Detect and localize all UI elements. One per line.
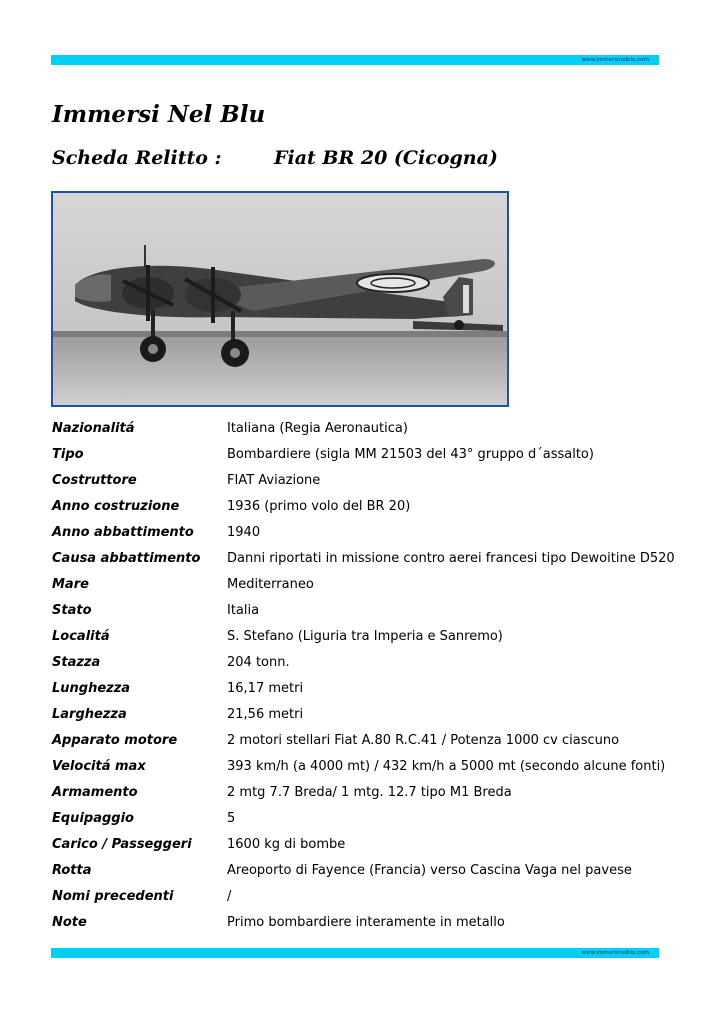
spec-row <box>52 650 672 676</box>
spec-value: 16,17 metri <box>227 681 304 696</box>
spec-label: Mare <box>52 577 89 592</box>
spec-row <box>52 780 672 806</box>
aircraft-photo <box>51 191 509 407</box>
spec-value: 21,56 metri <box>227 707 304 722</box>
spec-label: Lunghezza <box>52 681 131 696</box>
spec-row <box>52 910 672 936</box>
specs-table <box>52 416 675 936</box>
spec-value: Italiana (Regia Aeronautica) <box>227 421 408 436</box>
spec-value: 1940 <box>227 525 261 540</box>
spec-label: Anno costruzione <box>52 499 180 514</box>
spec-row <box>52 702 672 728</box>
spec-value: 2 motori stellari Fiat A.80 R.C.41 / Potenza 1000 cv ciascuno <box>227 733 620 748</box>
spec-value: 5 <box>227 811 236 826</box>
spec-value: / <box>227 889 232 904</box>
spec-label: Carico / Passeggeri <box>52 837 192 852</box>
spec-row <box>52 624 672 650</box>
spec-label: Causa abbattimento <box>52 551 201 566</box>
spec-row <box>52 832 672 858</box>
footer-bar <box>51 948 659 958</box>
spec-label: Anno abbattimento <box>52 525 194 540</box>
spec-label: Costruttore <box>52 473 137 488</box>
spec-label: Velocitá max <box>52 759 146 774</box>
spec-value: FIAT Aviazione <box>227 473 321 488</box>
spec-row <box>52 520 672 546</box>
spec-label: Stazza <box>52 655 101 670</box>
spec-row <box>52 676 672 702</box>
spec-value: 204 tonn. <box>227 655 290 670</box>
spec-label: Rotta <box>52 863 92 878</box>
spec-row <box>52 728 672 754</box>
spec-value: Bombardiere (sigla MM 21503 del 43° gruppo d´assalto) <box>227 447 594 462</box>
header-bar <box>51 55 659 65</box>
spec-row <box>52 572 672 598</box>
spec-row <box>52 442 672 468</box>
spec-row <box>52 416 672 442</box>
subtitle-value: Fiat BR 20 (Cicogna) <box>274 147 498 169</box>
spec-value: Danni riportati in missione contro aerei francesi tipo Dewoitine D520 <box>227 551 675 566</box>
footer-url: www.immersinelblu.com <box>581 950 649 956</box>
spec-row <box>52 884 672 910</box>
spec-value: 1600 kg di bombe <box>227 837 346 852</box>
spec-value: Italia <box>227 603 260 618</box>
spec-label: Armamento <box>52 785 138 800</box>
header-url: www.immersinelblu.com <box>581 57 649 63</box>
page-title: Immersi Nel Blu <box>52 101 266 128</box>
spec-label: Larghezza <box>52 707 127 722</box>
aircraft-illustration <box>53 193 507 405</box>
spec-row <box>52 546 675 572</box>
spec-label: Nomi precedenti <box>52 889 174 904</box>
spec-row <box>52 468 672 494</box>
spec-value: Primo bombardiere interamente in metallo <box>227 915 505 930</box>
spec-value: 1936 (primo volo del BR 20) <box>227 499 411 514</box>
spec-label: Stato <box>52 603 92 618</box>
spec-row <box>52 858 672 884</box>
spec-row <box>52 598 672 624</box>
spec-label: Nazionalitá <box>52 421 135 436</box>
spec-value: 2 mtg 7.7 Breda/ 1 mtg. 12.7 tipo M1 Breda <box>227 785 512 800</box>
spec-value: S. Stefano (Liguria tra Imperia e Sanremo) <box>227 629 503 644</box>
subtitle-label: Scheda Relitto : <box>52 147 222 169</box>
spec-label: Apparato motore <box>52 733 178 748</box>
spec-value: 393 km/h (a 4000 mt) / 432 km/h a 5000 mt (secondo alcune fonti) <box>227 759 666 774</box>
spec-row <box>52 494 672 520</box>
spec-row <box>52 754 672 780</box>
spec-value: Areoporto di Fayence (Francia) verso Cascina Vaga nel pavese <box>227 863 632 878</box>
spec-row <box>52 806 672 832</box>
spec-label: Tipo <box>52 447 84 462</box>
spec-label: Localitá <box>52 629 110 644</box>
spec-label: Note <box>52 915 87 930</box>
spec-value: Mediterraneo <box>227 577 314 592</box>
spec-label: Equipaggio <box>52 811 134 826</box>
